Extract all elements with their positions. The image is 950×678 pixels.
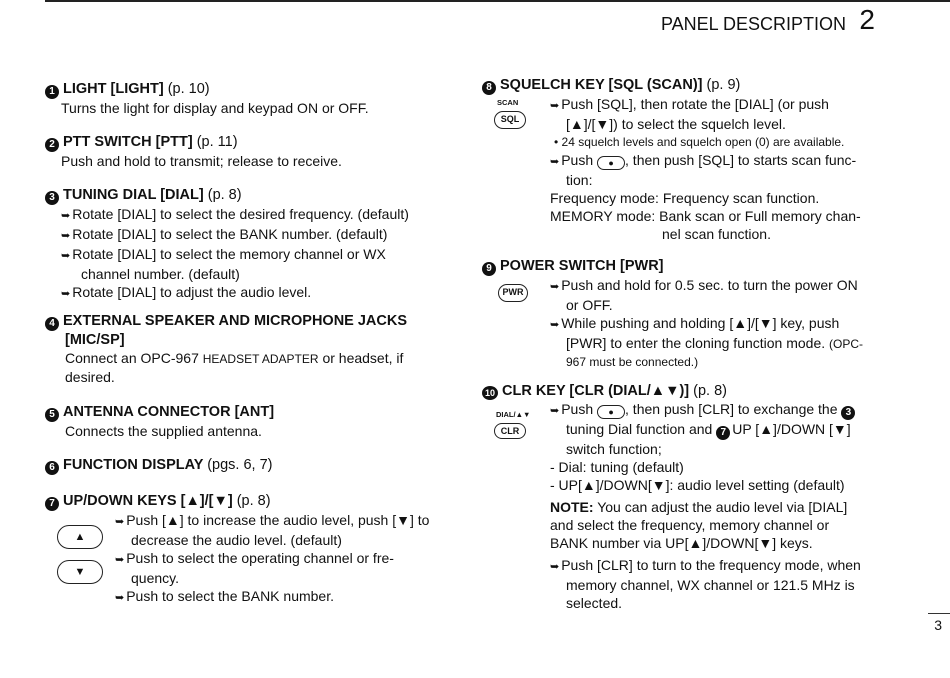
item-text: tion: [566,172,593,188]
arrow-icon: ➥ [550,281,560,293]
item-note: • 24 squelch levels and squelch open (0) are available. [554,135,845,149]
item-number: 8 [482,81,496,95]
item-text: Push [CLR] to turn to the frequency mode, when [561,557,861,573]
item-number: 6 [45,461,59,475]
item-text: Rotate [DIAL] to adjust the audio level. [72,284,312,300]
item-text: Rotate [DIAL] to select the desired frequency. (default) [72,206,409,222]
item-title-cont: [MIC/SP] [65,332,125,348]
arrow-icon: ➥ [550,561,560,573]
item-title: PTT SWITCH [PTT] [63,134,193,150]
section-title: PANEL DESCRIPTION [660,14,846,34]
item-text: Push and hold for 0.5 sec. to turn the power ON [561,277,858,293]
page-rule [928,613,950,614]
clr-key-icon: CLR [494,423,526,439]
scan-key-label: SCAN [497,98,519,107]
item-text: [▲]/[▼]) to select the squelch level. [566,116,786,132]
item-text: Push [▲] to increase the audio level, push [▼] to [126,512,430,528]
item-number: 4 [45,317,59,331]
down-key-icon: ▼ [57,560,103,584]
item-number: 5 [45,408,59,422]
item-text: [PWR] to enter the cloning function mode. [566,335,826,351]
item-power [482,257,882,371]
item-text: or headset, if [318,350,404,366]
item-text: Push and hold to transmit; release to receive. [61,153,342,169]
item-text: - Dial: tuning (default) [550,459,684,475]
item-text: UP [▲]/DOWN [▼] [732,421,851,437]
item-text: - UP[▲]/DOWN[▼]: audio level setting (default) [550,477,845,493]
item-text: Push [561,401,598,417]
item-text: HEADSET ADAPTER [202,352,319,366]
pwr-key-icon: PWR [498,284,528,302]
page-ref: (p. 10) [167,81,210,97]
item-text: , then push [CLR] to exchange the [625,401,842,417]
item-ptt [45,133,342,170]
page-ref: (p. 8) [693,383,727,399]
item-number: 9 [482,262,496,276]
item-text: Push [SQL], then rotate the [DIAL] (or push [561,96,829,112]
page-ref: (pgs. 6, 7) [207,457,273,473]
sql-key-icon: SQL [494,111,526,129]
item-display [45,456,273,475]
item-text: quency. [131,570,179,586]
item-text: channel number. (default) [81,266,240,282]
item-text: (OPC- [829,337,864,351]
item-title: LIGHT [LIGHT] [63,81,164,97]
arrow-icon: ➥ [61,230,71,242]
page-ref: (p. 9) [706,77,741,93]
item-text: Turns the light for display and keypad ON or OFF. [61,100,369,116]
arrow-icon: ➥ [550,405,560,417]
item-text: 967 must be connected.) [566,355,699,369]
item-title: CLR KEY [CLR (DIAL/▲▼)] [502,383,690,399]
item-text: MEMORY mode: Bank scan or Full memory chan- [550,208,861,224]
item-text: memory channel, WX channel or 121.5 MHz is [566,577,855,593]
item-text: Frequency mode: Frequency scan function. [550,190,820,206]
item-light [45,80,369,117]
top-rule [45,0,950,2]
item-text: desired. [65,369,115,385]
item-number: 10 [482,386,498,400]
dial-key-label: DIAL/▲▼ [496,410,531,419]
item-text: Push to select the BANK number. [126,588,334,604]
item-squelch [482,76,882,243]
function-key-icon: ● [597,156,625,170]
item-updown [45,492,450,607]
item-number: 2 [45,138,59,152]
item-text: decrease the audio level. (default) [131,532,342,548]
item-dial [45,186,445,303]
item-text: While pushing and holding [▲]/[▼] key, push [561,315,840,331]
item-text: selected. [566,595,623,611]
arrow-icon: ➥ [550,156,560,168]
item-text: Push [561,152,598,168]
item-text: Connect an OPC-967 [65,350,203,366]
function-key-icon: ● [597,405,625,419]
arrow-icon: ➥ [61,288,71,300]
item-text: or OFF. [566,297,613,313]
arrow-icon: ➥ [550,319,560,331]
item-title: TUNING DIAL [DIAL] [63,187,204,203]
item-text: switch function; [566,441,662,457]
item-number: 3 [45,191,59,205]
item-text: Connects the supplied antenna. [65,423,262,439]
arrow-icon: ➥ [550,100,560,112]
item-number: 1 [45,85,59,99]
item-number: 7 [45,497,59,511]
item-title: FUNCTION DISPLAY [63,457,204,473]
arrow-icon: ➥ [61,210,71,222]
note-text: You can adjust the audio level via [DIAL] [597,499,848,515]
item-text: tuning Dial function and [566,421,717,437]
item-title: SQUELCH KEY [SQL (SCAN)] [500,77,703,93]
page-number: 3 [934,617,942,633]
note-text: and select the frequency, memory channel or [550,517,830,533]
item-text: Push to select the operating channel or fre- [126,550,394,566]
item-title: UP/DOWN KEYS [▲]/[▼] [63,493,233,509]
arrow-icon: ➥ [61,250,71,262]
note-text: BANK number via UP[▲]/DOWN[▼] keys. [550,535,813,551]
item-jacks [45,312,445,386]
item-text: Rotate [DIAL] to select the BANK number. (default) [72,226,388,242]
item-clr [482,382,882,612]
up-key-icon: ▲ [57,525,103,549]
page-ref: (p. 11) [196,134,238,150]
item-antenna [45,403,274,440]
arrow-icon: ➥ [115,554,125,566]
item-text: , then push [SQL] to starts scan func- [625,152,857,168]
chapter-number: 2 [859,4,875,35]
page-ref: (p. 8) [236,493,271,509]
item-title: POWER SWITCH [PWR] [500,258,664,274]
arrow-icon: ➥ [115,516,125,528]
note-label: NOTE: [550,499,594,515]
item-title: ANTENNA CONNECTOR [ANT] [63,404,275,420]
arrow-icon: ➥ [115,592,125,604]
item-text: nel scan function. [662,226,771,242]
ref-7-icon: 7 [716,426,730,440]
item-title: EXTERNAL SPEAKER AND MICROPHONE JACKS [63,313,408,329]
item-text: Rotate [DIAL] to select the memory channel or WX [72,246,386,262]
ref-3-icon: 3 [841,406,855,420]
page-ref: (p. 8) [207,187,242,203]
